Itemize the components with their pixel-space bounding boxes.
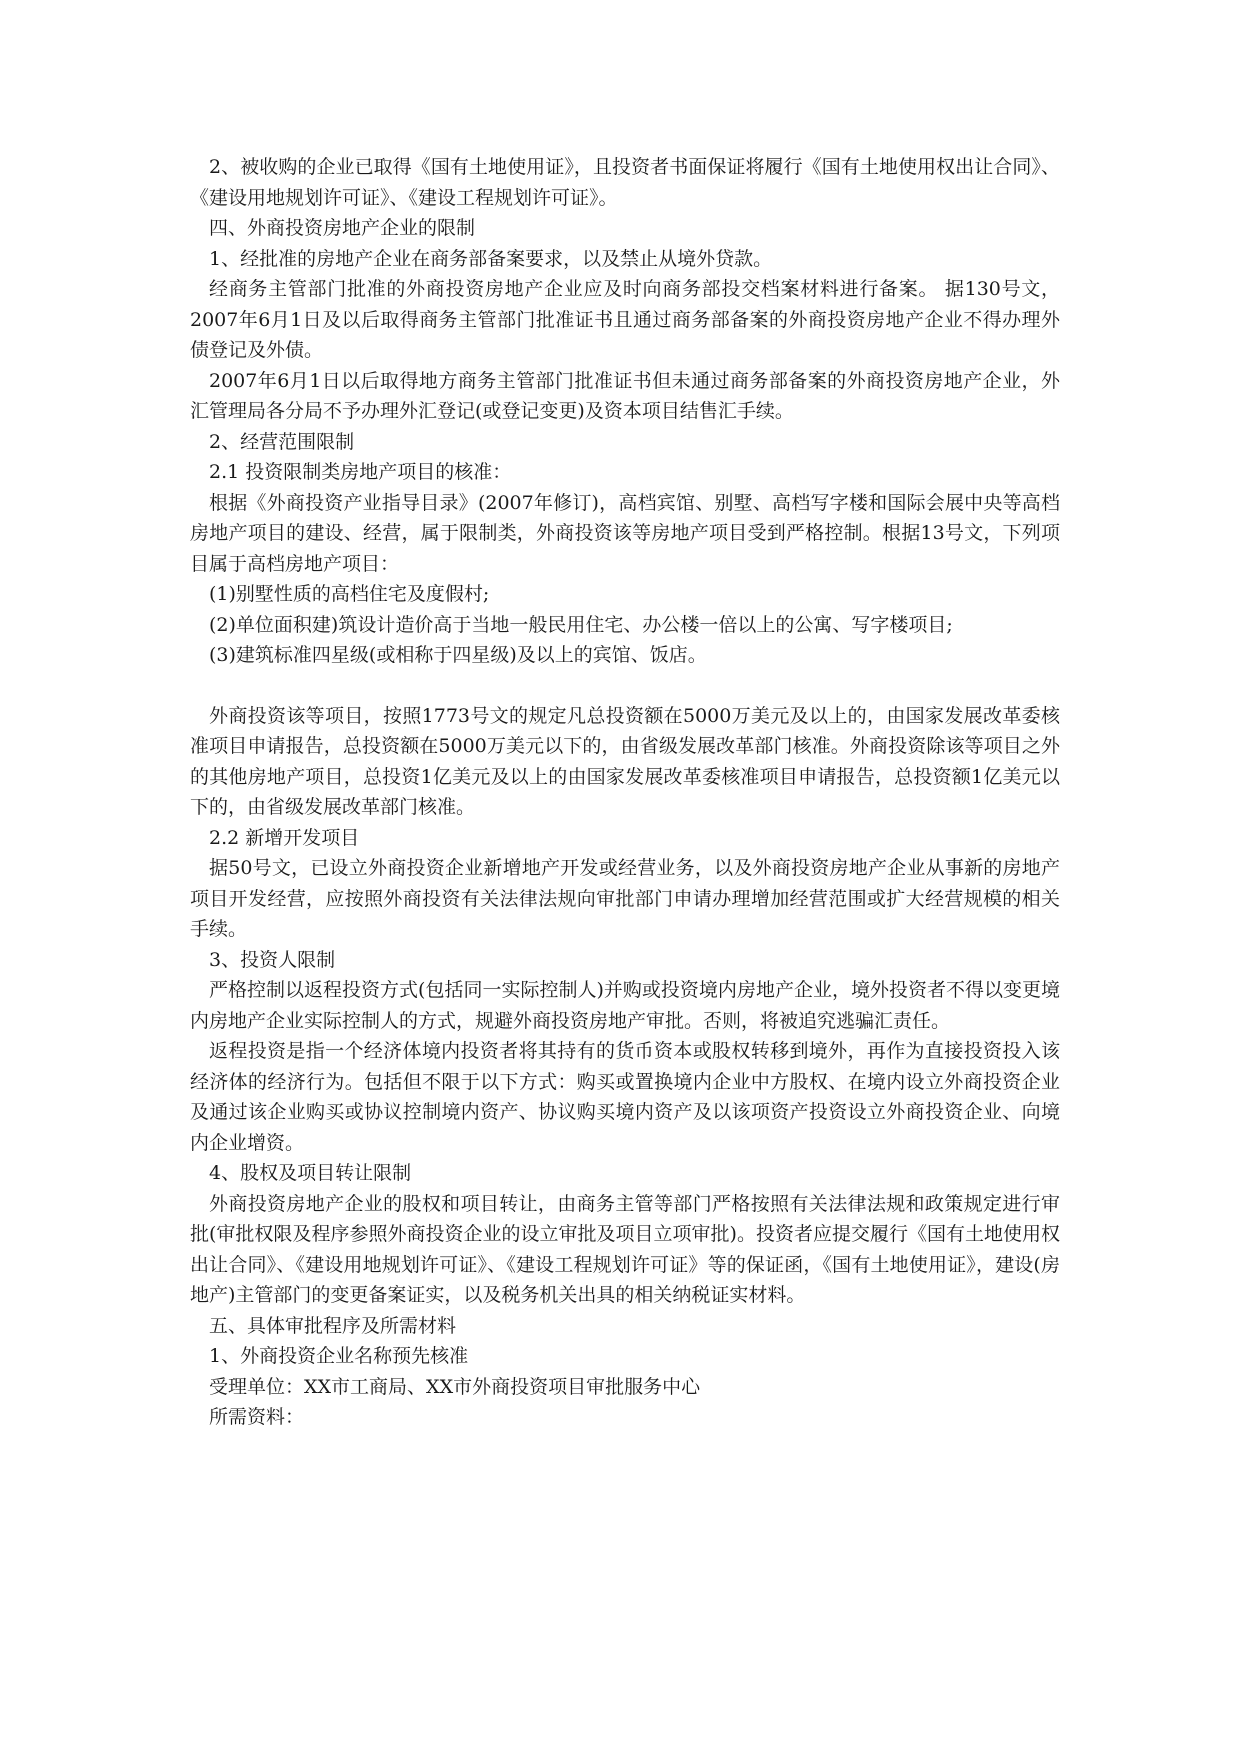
paragraph-new-projects: 据50号文，已设立外商投资企业新增地产开发或经营业务，以及外商投资房地产企业从事新的房地产项目开发经营，应按照外商投资有关法律法规向审批部门申请办理增加经营范围或扩大经营规模的相关手续。 (190, 857, 1060, 940)
list-item-apartments-offices: (2)单位面积建)筑设计造价高于当地一般民用住宅、办公楼一倍以上的公寓、写字楼项目; (209, 613, 953, 636)
paragraph-round-trip-definition: 返程投资是指一个经济体境内投资者将其持有的货币资本或股权转移到境外，再作为直接投资投入该经济体的经济行为。包括但不限于以下方式：购买或置换境内企业中方股权、在境内设立外商投资企业及通过该企业购买或协议控制境内资产、协议购买境内资产及以该项资产投资设立外商投资企业、向境内企业增资。 (190, 1040, 1060, 1154)
list-item-hotels: (3)建筑标准四星级(或相称于四星级)及以上的宾馆、饭店。 (209, 644, 707, 666)
paragraph-round-trip-control: 严格控制以返程投资方式(包括同一实际控制人)并购或投资境内房地产企业，境外投资者不得以变更境内房地产企业实际控制人的方式，规避外商投资房地产审批。否则，将被追究逃骗汇责任。 (190, 979, 1060, 1032)
subheading-business-scope: 2、经营范围限制 (209, 430, 355, 453)
section-heading-procedures: 五、具体审批程序及所需材料 (209, 1314, 457, 1337)
subheading-new-projects: 2.2 新增开发项目 (209, 826, 360, 849)
subheading-investor-restrictions: 3、投资人限制 (209, 948, 336, 971)
subheading-filing-requirement: 1、经批准的房地产企业在商务部备案要求，以及禁止从境外贷款。 (209, 247, 773, 270)
subheading-transfer-restrictions: 4、股权及项目转让限制 (209, 1162, 412, 1184)
paragraph-filing-details: 经商务主管部门批准的外商投资房地产企业应及时向商务部投交档案材料进行备案。 据130号文，2007年6月1日及以后取得商务主管部门批准证书且通过商务部备案的外商投资房地产企业不得办理外债登记及外债。 (190, 278, 1060, 361)
paragraph-industry-catalogue: 根据《外商投资产业指导目录》(2007年修订)，高档宾馆、别墅、高档写字楼和国际会展中央等高档房地产项目的建设、经营，属于限制类，外商投资该等房地产项目受到严格控制。根据13号文，下列项目属于高档房地产项目： (190, 491, 1060, 575)
subheading-name-approval: 1、外商投资企业名称预先核准 (209, 1345, 469, 1367)
subheading-restricted-projects: 2.1 投资限制类房地产项目的核准： (209, 461, 512, 483)
paragraph-transfer-approval: 外商投资房地产企业的股权和项目转让，由商务主管等部门严格按照有关法律法规和政策规定进行审批(审批权限及程序参照外商投资企业的设立审批及项目立项审批)。投资者应提交履行《国有土地使用权出让合同》、《建设用地规划许可证》、《建设工程规划许可证》等的保证函，《国有土地使用证》，建设(房地产)主管部门的变更备案证实，以及税务机关出具的相关纳税证实材料。 (190, 1192, 1060, 1306)
section-heading-restrictions: 四、外商投资房地产企业的限制 (209, 217, 476, 239)
paragraph-required-materials: 所需资料： (209, 1406, 305, 1428)
paragraph-acquired-enterprise-condition: 2、被收购的企业已取得《国有土地使用证》，且投资者书面保证将履行《国有土地使用权出让合同》、《建设用地规划许可证》、《建设工程规划许可证》。 (190, 156, 1060, 209)
document-body (190, 152, 1060, 1433)
paragraph-receiving-units: 受理单位：XX市工商局、XX市外商投资项目审批服务中心 (209, 1375, 701, 1398)
list-item-villas: (1)别墅性质的高档住宅及度假村; (209, 583, 490, 605)
paragraph-unfiled-enterprises: 2007年6月1日以后取得地方商务主管部门批准证书但未通过商务部备案的外商投资房地产企业，外汇管理局各分局不予办理外汇登记(或登记变更)及资本项目结售汇手续。 (190, 369, 1060, 422)
paragraph-approval-thresholds: 外商投资该等项目，按照1773号文的规定凡总投资额在5000万美元及以上的，由国家发展改革委核准项目申请报告，总投资额在5000万美元以下的，由省级发展改革部门核准。外商投资除该等项目之外的其他房地产项目，总投资1亿美元及以上的由国家发展改革委核准项目申请报告，总投资额1亿美元以下的，由省级发展改革部门核准。 (190, 704, 1060, 818)
